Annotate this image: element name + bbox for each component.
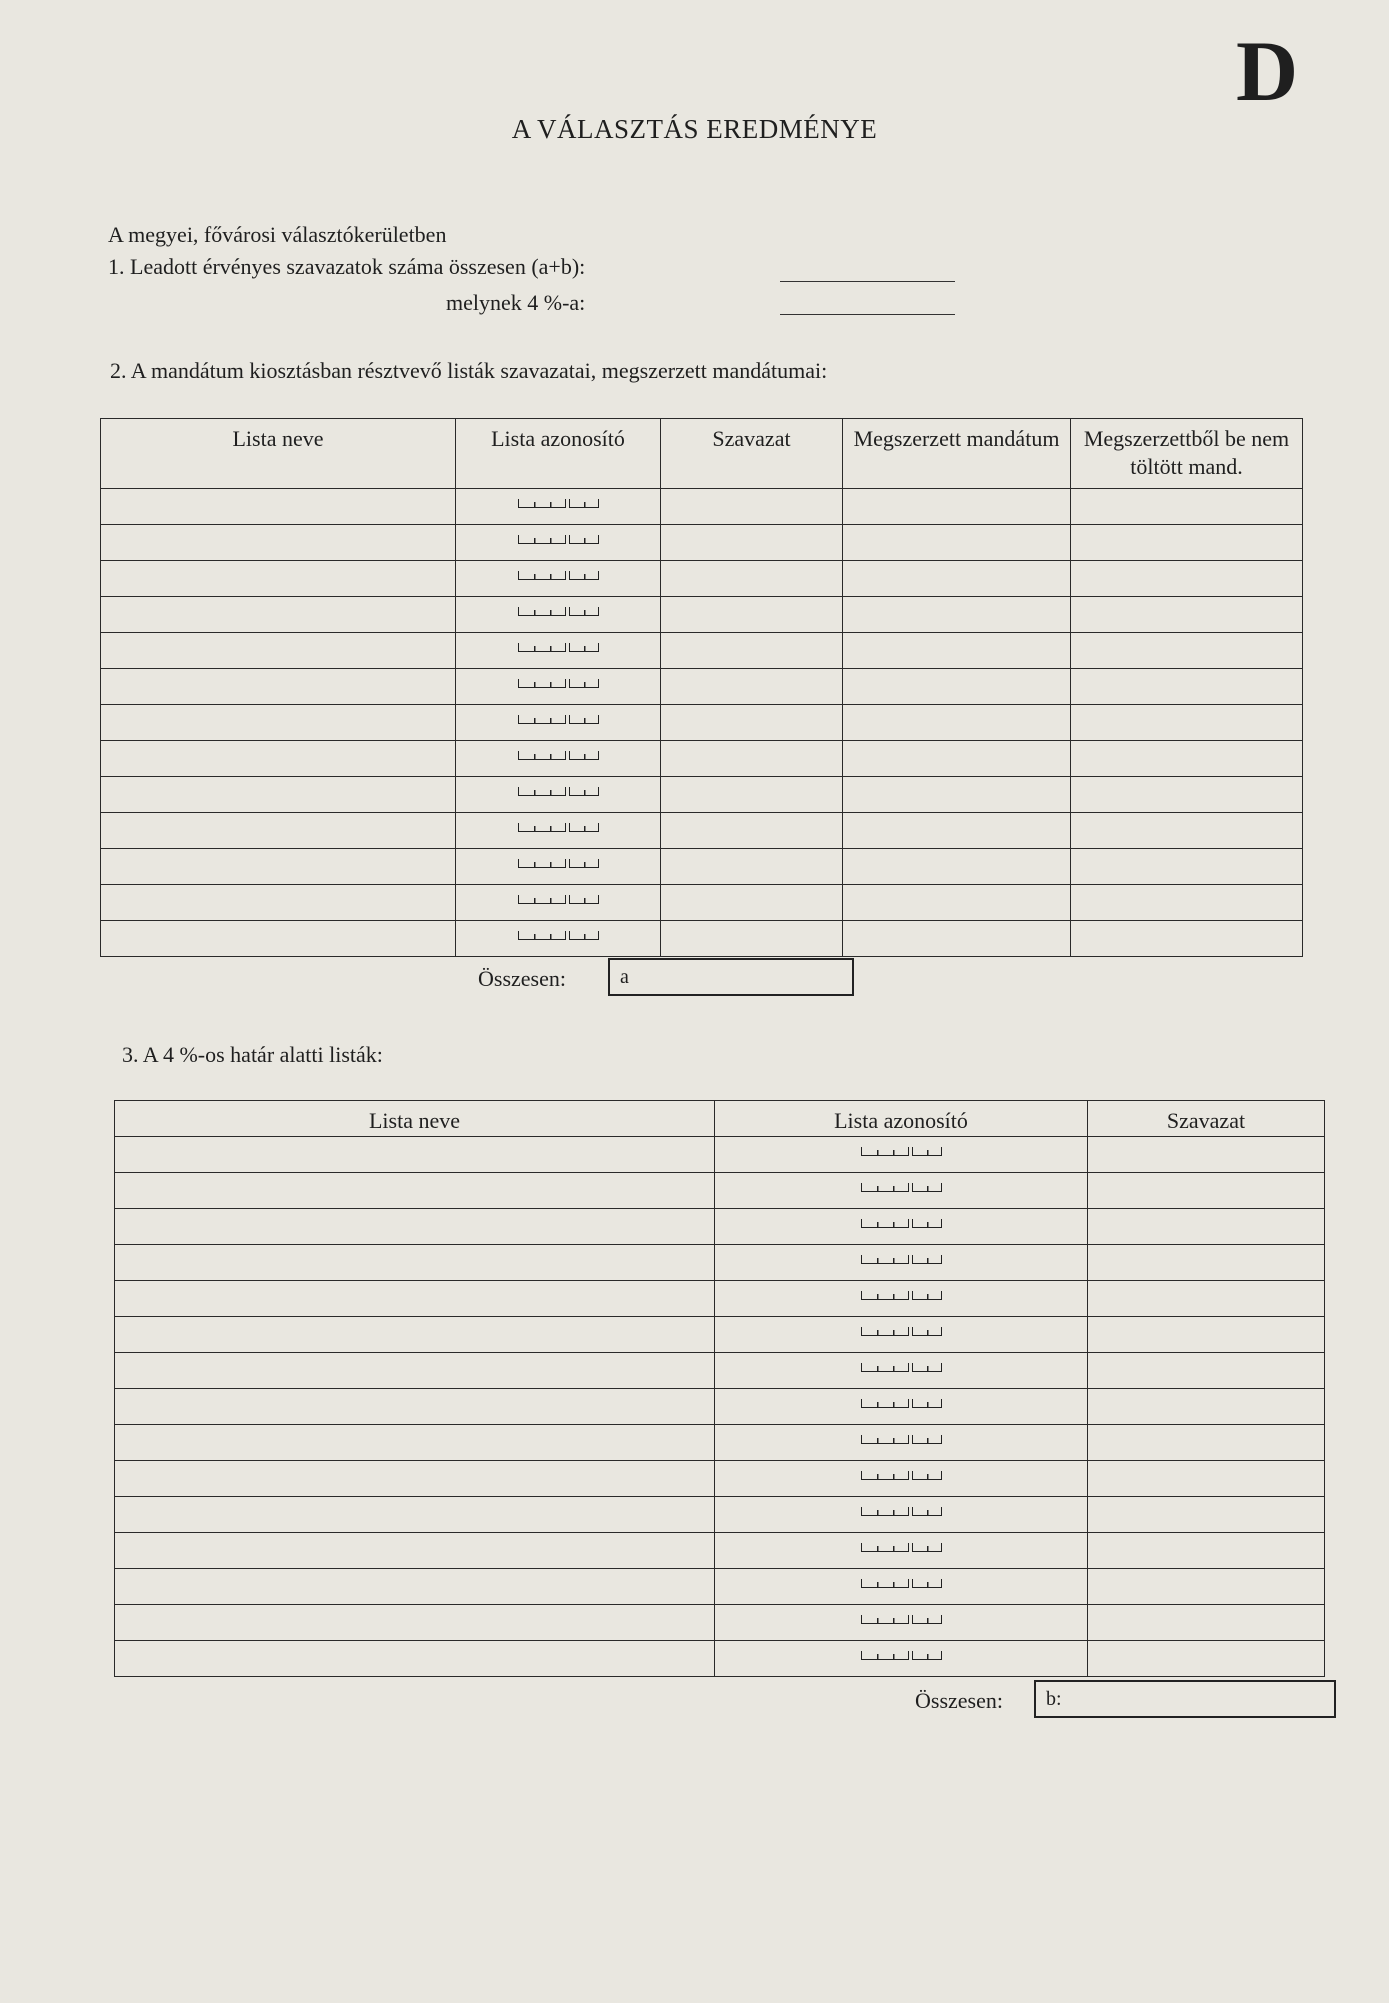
- unfilled-mandates-cell[interactable]: [1071, 669, 1303, 705]
- table-row: [115, 1641, 1325, 1677]
- list-id-cell[interactable]: [456, 921, 661, 957]
- list-name-cell[interactable]: [101, 921, 456, 957]
- list-name-cell[interactable]: [101, 489, 456, 525]
- col-header-votes: Szavazat: [661, 419, 843, 489]
- table-row: [115, 1569, 1325, 1605]
- list-id-cell[interactable]: [715, 1209, 1088, 1245]
- section3-total-label: Összesen:: [915, 1688, 1003, 1713]
- list-name-cell[interactable]: [115, 1605, 715, 1641]
- table-row: [115, 1497, 1325, 1533]
- mandates-cell[interactable]: [843, 489, 1071, 525]
- list-id-cell[interactable]: [456, 777, 661, 813]
- below-threshold-table: [114, 1100, 1325, 1677]
- mandates-cell[interactable]: [843, 849, 1071, 885]
- list-id-cell[interactable]: [715, 1425, 1088, 1461]
- list-name-cell[interactable]: [115, 1353, 715, 1389]
- list-id-cell[interactable]: [456, 633, 661, 669]
- list-name-cell[interactable]: [115, 1137, 715, 1173]
- votes-cell[interactable]: [661, 561, 843, 597]
- list-id-boxes[interactable]: [456, 787, 660, 802]
- section3-total-value: b:: [1046, 1688, 1062, 1710]
- list-id-boxes[interactable]: [715, 1435, 1087, 1450]
- votes-cell[interactable]: [1088, 1605, 1325, 1641]
- section2-total-value: a: [620, 966, 629, 988]
- list-name-cell[interactable]: [101, 561, 456, 597]
- unfilled-mandates-cell[interactable]: [1071, 777, 1303, 813]
- list-name-cell[interactable]: [115, 1641, 715, 1677]
- mandates-cell[interactable]: [843, 705, 1071, 741]
- votes-cell[interactable]: [1088, 1281, 1325, 1317]
- col-header-list-name: Lista neve: [115, 1101, 715, 1137]
- mandates-cell[interactable]: [843, 777, 1071, 813]
- mandates-cell[interactable]: [843, 525, 1071, 561]
- list-id-boxes[interactable]: [715, 1291, 1087, 1306]
- list-id-boxes[interactable]: [715, 1147, 1087, 1162]
- list-id-cell[interactable]: [456, 525, 661, 561]
- votes-cell[interactable]: [1088, 1209, 1325, 1245]
- section3-total-field[interactable]: [1034, 1680, 1336, 1718]
- list-id-boxes[interactable]: [456, 571, 660, 586]
- list-name-cell[interactable]: [101, 633, 456, 669]
- list-id-cell[interactable]: [715, 1461, 1088, 1497]
- list-id-cell[interactable]: [456, 741, 661, 777]
- unfilled-mandates-cell[interactable]: [1071, 489, 1303, 525]
- list-id-boxes[interactable]: [715, 1615, 1087, 1630]
- table-row: [101, 669, 1303, 705]
- list-id-boxes[interactable]: [456, 823, 660, 838]
- table-row: [101, 777, 1303, 813]
- table-row: [101, 525, 1303, 561]
- table-row: [115, 1317, 1325, 1353]
- list-name-cell[interactable]: [115, 1425, 715, 1461]
- list-id-boxes[interactable]: [715, 1579, 1087, 1594]
- list-id-cell[interactable]: [456, 669, 661, 705]
- table-row: [115, 1605, 1325, 1641]
- list-id-cell[interactable]: [715, 1569, 1088, 1605]
- unfilled-mandates-cell[interactable]: [1071, 597, 1303, 633]
- table-row: [101, 597, 1303, 633]
- table-row: [115, 1209, 1325, 1245]
- list-name-cell[interactable]: [101, 525, 456, 561]
- list-name-cell[interactable]: [101, 597, 456, 633]
- table-row: [101, 741, 1303, 777]
- votes-cell[interactable]: [661, 525, 843, 561]
- list-name-cell[interactable]: [101, 885, 456, 921]
- mandates-cell[interactable]: [843, 633, 1071, 669]
- list-id-boxes[interactable]: [715, 1255, 1087, 1270]
- list-id-boxes[interactable]: [456, 931, 660, 946]
- list-name-cell[interactable]: [115, 1389, 715, 1425]
- page-title: A VÁLASZTÁS EREDMÉNYE: [511, 114, 878, 144]
- section2-total-field[interactable]: [608, 958, 854, 996]
- form-letter: D: [1236, 23, 1299, 119]
- mandates-cell[interactable]: [843, 561, 1071, 597]
- section2-total-label: Összesen:: [478, 966, 566, 991]
- table-row: [101, 705, 1303, 741]
- votes-cell[interactable]: [1088, 1389, 1325, 1425]
- intro-district-text: A megyei, fővárosi választókerületben: [108, 222, 447, 247]
- list-name-cell[interactable]: [115, 1317, 715, 1353]
- list-id-boxes[interactable]: [715, 1507, 1087, 1522]
- mandates-cell[interactable]: [843, 885, 1071, 921]
- list-id-boxes[interactable]: [456, 895, 660, 910]
- list-id-boxes[interactable]: [715, 1543, 1087, 1558]
- list-id-cell[interactable]: [456, 813, 661, 849]
- votes-cell[interactable]: [1088, 1353, 1325, 1389]
- list-id-boxes[interactable]: [715, 1219, 1087, 1234]
- list-name-cell[interactable]: [115, 1173, 715, 1209]
- list-id-boxes[interactable]: [715, 1183, 1087, 1198]
- intro-four-percent-label: melynek 4 %-a:: [446, 290, 586, 315]
- list-id-boxes[interactable]: [456, 643, 660, 658]
- table-row: [101, 489, 1303, 525]
- table-row: [101, 561, 1303, 597]
- unfilled-mandates-cell[interactable]: [1071, 633, 1303, 669]
- votes-cell[interactable]: [661, 885, 843, 921]
- votes-cell[interactable]: [1088, 1497, 1325, 1533]
- votes-cell[interactable]: [661, 813, 843, 849]
- list-id-boxes[interactable]: [456, 715, 660, 730]
- intro-valid-votes-label: 1. Leadott érvényes szavazatok száma összesen (a+b):: [108, 254, 586, 279]
- votes-cell[interactable]: [661, 489, 843, 525]
- votes-cell[interactable]: [661, 633, 843, 669]
- mandates-cell[interactable]: [843, 921, 1071, 957]
- votes-cell[interactable]: [661, 669, 843, 705]
- mandates-cell[interactable]: [843, 669, 1071, 705]
- list-id-boxes[interactable]: [456, 499, 660, 514]
- col-header-votes: Szavazat: [1088, 1101, 1325, 1137]
- list-id-boxes[interactable]: [715, 1327, 1087, 1342]
- votes-cell[interactable]: [1088, 1245, 1325, 1281]
- list-name-cell[interactable]: [101, 813, 456, 849]
- votes-cell[interactable]: [661, 741, 843, 777]
- list-id-cell[interactable]: [456, 561, 661, 597]
- list-name-cell[interactable]: [101, 849, 456, 885]
- table-row: [101, 849, 1303, 885]
- list-id-boxes[interactable]: [715, 1651, 1087, 1666]
- table-row: [115, 1353, 1325, 1389]
- list-id-boxes[interactable]: [715, 1363, 1087, 1378]
- section2-heading: 2. A mandátum kiosztásban résztvevő listák szavazatai, megszerzett mandátumai:: [110, 358, 828, 383]
- list-id-cell[interactable]: [456, 489, 661, 525]
- table-row: [101, 885, 1303, 921]
- list-name-cell[interactable]: [101, 705, 456, 741]
- section3-heading: 3. A 4 %-os határ alatti listák:: [122, 1042, 383, 1067]
- list-id-cell[interactable]: [715, 1533, 1088, 1569]
- unfilled-mandates-cell[interactable]: [1071, 921, 1303, 957]
- col-header-unfilled-mandates: Megszerzettből be nem töltött mand.: [1071, 419, 1303, 489]
- votes-cell[interactable]: [1088, 1425, 1325, 1461]
- table-row: [115, 1389, 1325, 1425]
- list-id-boxes[interactable]: [715, 1471, 1087, 1486]
- table-row: [115, 1425, 1325, 1461]
- list-id-cell[interactable]: [715, 1641, 1088, 1677]
- mandates-cell[interactable]: [843, 741, 1071, 777]
- list-name-cell[interactable]: [101, 741, 456, 777]
- four-percent-field[interactable]: [780, 314, 955, 315]
- unfilled-mandates-cell[interactable]: [1071, 561, 1303, 597]
- votes-cell[interactable]: [1088, 1641, 1325, 1677]
- col-header-list-id: Lista azonosító: [456, 419, 661, 489]
- list-id-cell[interactable]: [715, 1281, 1088, 1317]
- list-id-cell[interactable]: [456, 705, 661, 741]
- unfilled-mandates-cell[interactable]: [1071, 705, 1303, 741]
- mandates-cell[interactable]: [843, 813, 1071, 849]
- list-id-boxes[interactable]: [715, 1399, 1087, 1414]
- list-name-cell[interactable]: [115, 1281, 715, 1317]
- table-row: [101, 813, 1303, 849]
- table-row: [115, 1137, 1325, 1173]
- votes-cell[interactable]: [1088, 1137, 1325, 1173]
- table-row: [115, 1281, 1325, 1317]
- list-id-cell[interactable]: [715, 1389, 1088, 1425]
- votes-cell[interactable]: [1088, 1569, 1325, 1605]
- table-row: [115, 1245, 1325, 1281]
- table-row: [101, 921, 1303, 957]
- list-id-cell[interactable]: [715, 1173, 1088, 1209]
- list-name-cell[interactable]: [115, 1245, 715, 1281]
- table-row: [115, 1173, 1325, 1209]
- list-id-boxes[interactable]: [456, 751, 660, 766]
- table-row: [101, 633, 1303, 669]
- list-id-cell[interactable]: [715, 1137, 1088, 1173]
- votes-cell[interactable]: [661, 921, 843, 957]
- list-id-cell[interactable]: [715, 1497, 1088, 1533]
- list-id-cell[interactable]: [456, 885, 661, 921]
- list-name-cell[interactable]: [101, 669, 456, 705]
- votes-cell[interactable]: [1088, 1533, 1325, 1569]
- votes-cell[interactable]: [661, 597, 843, 633]
- list-id-boxes[interactable]: [456, 535, 660, 550]
- valid-votes-field[interactable]: [780, 281, 955, 282]
- unfilled-mandates-cell[interactable]: [1071, 813, 1303, 849]
- list-name-cell[interactable]: [115, 1497, 715, 1533]
- col-header-mandates: Megszerzett mandátum: [843, 419, 1071, 489]
- list-id-cell[interactable]: [715, 1605, 1088, 1641]
- votes-cell[interactable]: [661, 705, 843, 741]
- list-id-boxes[interactable]: [456, 607, 660, 622]
- list-id-cell[interactable]: [715, 1245, 1088, 1281]
- list-name-cell[interactable]: [115, 1209, 715, 1245]
- list-id-boxes[interactable]: [456, 679, 660, 694]
- unfilled-mandates-cell[interactable]: [1071, 741, 1303, 777]
- mandate-lists-table: [100, 418, 1303, 957]
- unfilled-mandates-cell[interactable]: [1071, 885, 1303, 921]
- list-name-cell[interactable]: [115, 1461, 715, 1497]
- list-id-cell[interactable]: [715, 1317, 1088, 1353]
- list-name-cell[interactable]: [115, 1533, 715, 1569]
- col-header-list-name: Lista neve: [101, 419, 456, 489]
- list-id-boxes[interactable]: [456, 859, 660, 874]
- unfilled-mandates-cell[interactable]: [1071, 525, 1303, 561]
- list-name-cell[interactable]: [115, 1569, 715, 1605]
- table-row: [115, 1461, 1325, 1497]
- votes-cell[interactable]: [661, 777, 843, 813]
- unfilled-mandates-cell[interactable]: [1071, 849, 1303, 885]
- list-id-cell[interactable]: [715, 1353, 1088, 1389]
- mandates-cell[interactable]: [843, 597, 1071, 633]
- votes-cell[interactable]: [661, 849, 843, 885]
- votes-cell[interactable]: [1088, 1173, 1325, 1209]
- votes-cell[interactable]: [1088, 1317, 1325, 1353]
- list-name-cell[interactable]: [101, 777, 456, 813]
- list-id-cell[interactable]: [456, 849, 661, 885]
- col-header-list-id: Lista azonosító: [715, 1101, 1088, 1137]
- votes-cell[interactable]: [1088, 1461, 1325, 1497]
- list-id-cell[interactable]: [456, 597, 661, 633]
- table-row: [115, 1533, 1325, 1569]
